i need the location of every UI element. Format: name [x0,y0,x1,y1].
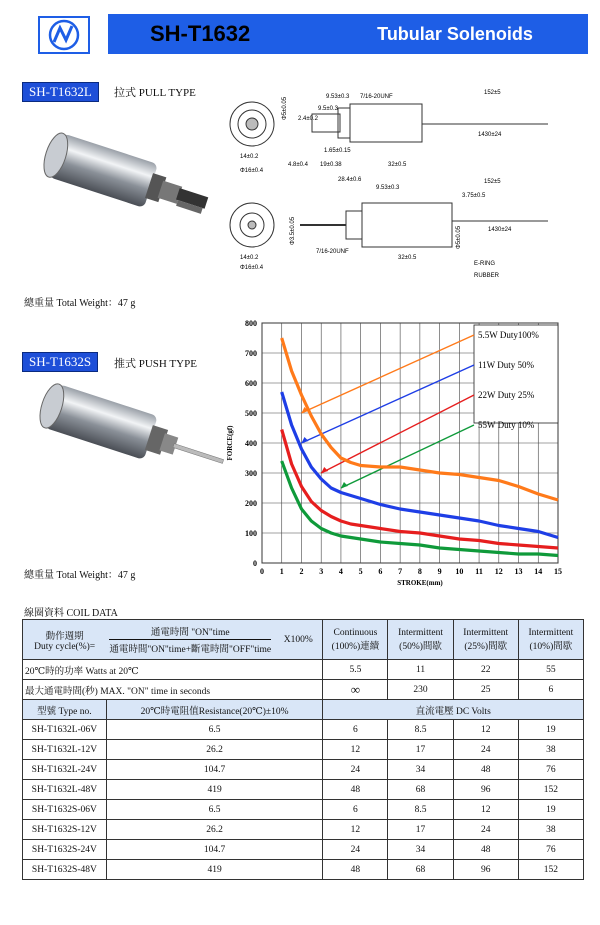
x-tick-label: 4 [338,567,343,576]
y-tick-label: 400 [245,439,257,448]
duty-label-en: Duty cycle(%)= [34,641,96,652]
dim-label: 152±5 [484,179,501,185]
volt-cell: 96 [453,780,518,800]
volt-cell: 8.5 [388,800,453,820]
duty-formula-cell [106,620,274,660]
volt-cell: 76 [518,840,583,860]
duty-numerator: 通電時間 "ON"time [109,624,271,640]
volt-cell: 12 [323,740,388,760]
dim-label: 28.4±0.6 [338,177,362,183]
push-solenoid-photo [28,382,228,492]
duty-label-zh: 動作週期 [45,631,84,642]
x-tick-label: 11 [475,567,483,576]
y-tick-label: 600 [245,379,257,388]
volt-cell: 68 [388,780,453,800]
column-header: Intermittent (10%)間歇 [518,620,583,660]
x-tick-label: 10 [455,567,464,576]
volt-cell: 19 [518,720,583,740]
type-no-cell: SH-T1632S-48V [23,860,107,880]
volt-cell: 48 [453,760,518,780]
dim-label: 9.53±0.3 [376,185,400,191]
dim-label: 1430±24 [488,227,512,233]
volt-cell: 48 [323,780,388,800]
dc-volts-header: 直流電壓 DC Volts [323,700,584,720]
volt-cell: 6 [323,800,388,820]
legend-label: 11W Duty 50% [478,360,534,370]
volt-cell: 76 [518,760,583,780]
table-row [23,740,584,760]
resistance-header: 20℃時電阻值Resistance(20℃)±10% [106,700,323,720]
y-tick-label: 700 [245,349,257,358]
dim-label: 32±0.5 [388,162,407,168]
coil-data-table [22,619,584,880]
y-tick-label: 100 [245,529,257,538]
type-no-cell: SH-T1632L-24V [23,760,107,780]
dim-label: 1430±24 [478,132,502,138]
x-tick-label: 13 [514,567,523,576]
push-weight: 總重量 Total Weight：47 g [24,570,136,581]
y-tick-label: 0 [253,559,257,568]
table-row [23,820,584,840]
dim-label: Φ16±0.4 [240,265,264,271]
dim-label: 14±0.2 [240,154,259,160]
y-tick-label: 200 [245,499,257,508]
x-tick-label: 15 [554,567,562,576]
legend-label: 55W Duty 10% [478,420,535,430]
dim-label: 2.4±0.2 [298,116,318,122]
dim-label: 1.65±0.15 [324,148,351,154]
volt-cell: 24 [323,840,388,860]
table-row [23,840,584,860]
max-on-value: 6 [518,680,583,700]
dim-label: Φ5±0.05 [282,96,288,120]
max-on-value: 230 [388,680,453,700]
volt-cell: 48 [453,840,518,860]
x-tick-label: 6 [378,567,383,576]
type-no-cell: SH-T1632S-06V [23,800,107,820]
y-tick-label: 800 [245,319,257,328]
pull-type-label: 拉式 PULL TYPE [114,87,196,99]
volt-cell: 12 [453,720,518,740]
coil-data-title: 線圈資料 COIL DATA [24,608,118,619]
power-label: 20℃時的功率 Watts at 20℃ [23,660,323,680]
x-tick-label: 14 [534,567,543,576]
type-no-cell: SH-T1632L-48V [23,780,107,800]
dim-label: Φ3.5±0.05 [290,216,296,245]
table-row [23,780,584,800]
volt-cell: 152 [518,780,583,800]
table-row [23,800,584,820]
dim-label: 3.75±0.5 [462,193,486,199]
resistance-cell: 419 [106,780,323,800]
x-axis-label: STROKE(mm) [397,579,443,587]
volt-cell: 24 [323,760,388,780]
resistance-cell: 26.2 [106,820,323,840]
resistance-cell: 26.2 [106,740,323,760]
max-on-value: 25 [453,680,518,700]
dim-label: Φ5±0.05 [456,225,462,249]
legend-label: 22W Duty 25% [478,390,535,400]
table-row [23,860,584,880]
volt-cell: 17 [388,820,453,840]
type-no-header: 型號 Type no. [23,700,107,720]
volt-cell: 8.5 [388,720,453,740]
x-tick-label: 0 [260,567,264,576]
resistance-cell: 419 [106,860,323,880]
dim-label: 4.8±0.4 [288,162,308,168]
pull-solenoid-photo [30,125,220,245]
y-axis-label: FORCE(gf) [226,425,234,461]
x-tick-label: 5 [358,567,363,576]
dim-label: 9.53±0.3 [326,94,350,100]
max-on-value: ∞ [323,680,388,700]
power-value: 11 [388,660,453,680]
volt-cell: 19 [518,800,583,820]
x-tick-label: 12 [494,567,503,576]
table-row [23,720,584,740]
power-value: 22 [453,660,518,680]
dim-label: 32±0.5 [398,255,417,261]
product-type-title: Tubular Solenoids [377,24,533,44]
x-tick-label: 2 [299,567,304,576]
volt-cell: 34 [388,840,453,860]
column-header: Continuous (100%)連續 [323,620,388,660]
type-no-cell: SH-T1632S-24V [23,840,107,860]
volt-cell: 12 [453,800,518,820]
power-value: 55 [518,660,583,680]
pull-dimension-drawing [228,80,568,180]
x-tick-label: 7 [398,567,403,576]
dim-label: Φ16±0.4 [240,168,264,174]
x-tick-label: 3 [319,567,324,576]
legend-label: 5.5W Duty100% [478,330,539,340]
dim-label: 152±5 [484,90,501,96]
column-header: Intermittent (25%)間歇 [453,620,518,660]
resistance-cell: 104.7 [106,840,323,860]
x-tick-label: 1 [279,567,284,576]
volt-cell: 38 [518,740,583,760]
max-on-label: 最大通電時間(秒) MAX. "ON" time in seconds [23,680,323,700]
dim-label: 7/16-20UNF [316,249,349,255]
type-no-cell: SH-T1632S-12V [23,820,107,840]
volt-cell: 48 [323,860,388,880]
duty-times100: X100% [274,620,323,660]
model-title: SH-T1632 [150,21,251,46]
y-tick-label: 500 [245,409,257,418]
push-type-label: 推式 PUSH TYPE [114,358,197,370]
dim-label: 7/16-20UNF [360,94,393,100]
resistance-cell: 6.5 [106,800,323,820]
force-stroke-chart [228,315,588,605]
volt-cell: 34 [388,760,453,780]
power-value: 5.5 [323,660,388,680]
resistance-cell: 104.7 [106,760,323,780]
company-logo [38,16,90,54]
volt-cell: 24 [453,740,518,760]
volt-cell: 6 [323,720,388,740]
push-model-tag: SH-T1632S [22,352,98,372]
pull-model-tag: SH-T1632L [22,82,99,102]
dim-label: 19±0.38 [320,162,342,168]
volt-cell: 96 [453,860,518,880]
dim-label: 9.5±0.3 [318,106,338,112]
volt-cell: 152 [518,860,583,880]
volt-cell: 17 [388,740,453,760]
column-header: Intermittent (50%)間歇 [388,620,453,660]
push-dimension-drawing [228,175,568,285]
volt-cell: 38 [518,820,583,840]
duty-label-cell [23,620,107,660]
type-no-cell: SH-T1632L-12V [23,740,107,760]
type-no-cell: SH-T1632L-06V [23,720,107,740]
pull-weight: 總重量 Total Weight：47 g [24,298,136,309]
dim-label: RUBBER [474,273,500,279]
y-tick-label: 300 [245,469,257,478]
volt-cell: 24 [453,820,518,840]
x-tick-label: 8 [417,567,422,576]
dim-label: E-RING [474,261,495,267]
volt-cell: 12 [323,820,388,840]
duty-denominator: 通電時間"ON"time+斷電時間"OFF"time [109,645,272,655]
dim-label: 14±0.2 [240,255,259,261]
resistance-cell: 6.5 [106,720,323,740]
table-row [23,760,584,780]
volt-cell: 68 [388,860,453,880]
x-tick-label: 9 [437,567,442,576]
